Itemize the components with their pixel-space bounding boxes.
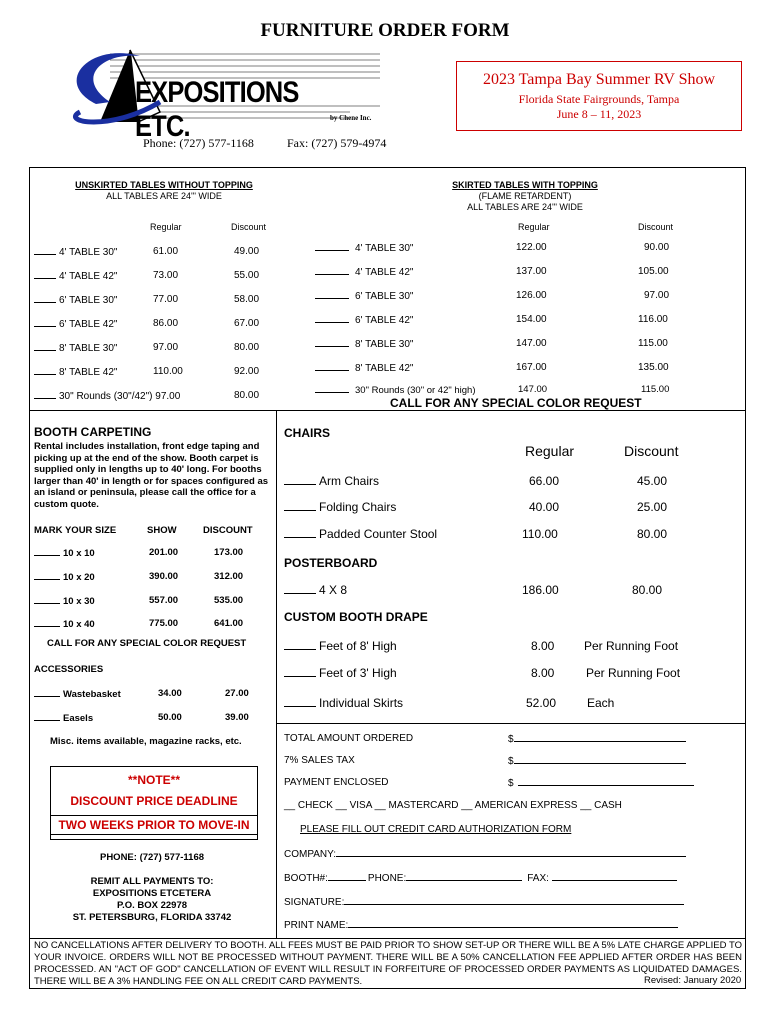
table-row[interactable] <box>315 266 413 278</box>
payment-enclosed-field[interactable] <box>508 777 694 789</box>
carpet-size: 10 x 30 <box>63 596 95 607</box>
row-regular: 122.00 <box>516 242 547 253</box>
carpet-size: 10 x 40 <box>63 619 95 630</box>
row-discount: 92.00 <box>234 366 260 377</box>
company-field[interactable] <box>284 848 686 860</box>
payment-methods[interactable]: __ CHECK __ VISA __ MASTERCARD __ AMERICAN EXPRESS __ CASH <box>284 800 622 811</box>
accessory-discount-price: 39.00 <box>225 712 249 723</box>
chairs-col-discount: Discount <box>624 443 679 459</box>
show-info-box <box>456 61 742 131</box>
logo-byline: by Chene Inc. <box>330 114 372 122</box>
show-dates: June 8 – 11, 2023 <box>556 107 642 121</box>
row-discount: 97.00 <box>644 290 670 301</box>
signature-field[interactable] <box>284 896 684 908</box>
row-regular: 61.00 <box>153 246 179 257</box>
note-title: **NOTE** <box>127 773 180 787</box>
row-discount: 90.00 <box>644 242 670 253</box>
chair-regular: 66.00 <box>529 474 560 488</box>
row-discount: 135.00 <box>638 362 669 373</box>
remit-line: EXPOSITIONS ETCETERA <box>92 888 212 899</box>
row-discount: 115.00 <box>638 338 668 349</box>
row-label: 4' TABLE 42" <box>355 267 414 278</box>
phone-label: PHONE: <box>367 873 407 884</box>
signature-label: SIGNATURE: <box>284 897 345 908</box>
chair-discount: 45.00 <box>637 474 668 488</box>
list-item[interactable] <box>34 547 95 559</box>
list-item[interactable] <box>284 527 437 541</box>
table-row[interactable] <box>34 342 117 354</box>
row-label: 6' TABLE 42" <box>59 319 118 330</box>
row-label: 8' TABLE 30" <box>355 339 414 350</box>
row-label: 30" Rounds (30"/42") 97.00 <box>59 391 181 402</box>
row-label: 30" Rounds (30" or 42" high) <box>355 385 476 396</box>
section-divider <box>29 410 746 411</box>
unskirted-col-regular: Regular <box>150 222 182 232</box>
footer-divider <box>29 938 746 939</box>
remit-line: REMIT ALL PAYMENTS TO: <box>90 876 214 887</box>
row-label: 8' TABLE 42" <box>355 363 414 374</box>
row-regular: 126.00 <box>516 290 547 301</box>
unskirted-col-discount: Discount <box>231 222 267 232</box>
contact-phone: Phone: (727) 577-1168 <box>143 136 254 150</box>
list-item[interactable] <box>34 571 95 583</box>
row-label: 4' TABLE 30" <box>355 243 414 254</box>
carpet-show-price: 390.00 <box>149 571 179 582</box>
list-item[interactable] <box>34 712 93 724</box>
list-item[interactable] <box>284 639 397 653</box>
chairs-heading: CHAIRS <box>284 426 331 440</box>
table-row[interactable] <box>315 314 413 326</box>
dollar-sign: $ <box>508 734 514 745</box>
list-item[interactable] <box>284 666 397 680</box>
accessory-show-price: 50.00 <box>158 712 182 723</box>
row-regular: 86.00 <box>153 318 179 329</box>
table-row[interactable] <box>315 384 476 396</box>
carpet-special-request: CALL FOR ANY SPECIAL COLOR REQUEST <box>47 638 247 649</box>
drape-label: Individual Skirts <box>319 696 404 710</box>
row-discount: 115.00 <box>641 384 670 395</box>
drape-label: Feet of 8' High <box>319 639 397 653</box>
show-venue: Florida State Fairgrounds, Tampa <box>518 92 680 106</box>
table-row[interactable] <box>315 362 413 374</box>
row-label: 6' TABLE 42" <box>355 315 414 326</box>
table-row[interactable] <box>315 290 413 302</box>
drape-price: 8.00 <box>531 639 555 653</box>
row-discount: 67.00 <box>234 318 260 329</box>
print-name-label: PRINT NAME: <box>284 920 349 931</box>
contact-fax: Fax: (727) 579-4974 <box>287 136 387 150</box>
chair-label: Padded Counter Stool <box>319 527 438 541</box>
dollar-sign: $ <box>508 778 514 789</box>
list-item[interactable] <box>34 618 95 630</box>
special-color-request: CALL FOR ANY SPECIAL COLOR REQUEST <box>390 396 642 410</box>
chair-regular: 40.00 <box>529 500 560 514</box>
row-regular: 147.00 <box>516 338 547 349</box>
table-row[interactable] <box>315 338 413 350</box>
fax-label: FAX: <box>527 873 549 884</box>
note-deadline: DISCOUNT PRICE DEADLINE <box>70 794 238 808</box>
cancellation-policy: NO CANCELLATIONS AFTER DELIVERY TO BOOTH. ALL FEES MUST BE PAID PRIOR TO SHOW SET-UP OR THERE WILL BE A 5% LATE CHARGE APPLIED TO YOUR INVOICE. ORDERS WILL NOT BE PROCESSED WITHOUT PAYMENT. THERE WILL BE A 50% CANCELLATION FEE APPLIED AFTER ORDER HAS BEEN PROCESSED. AN "ACT OF GOD" CANCELLATION OF EVENT WILL RESULT IN FORFEITURE OF PROCESSED ORDER PAYMENTS AS LIQUIDATED DAMAGES. THERE WILL BE A 3% HANDLING FEE ON ALL CREDIT CARD PAYMENTS. <box>34 940 742 987</box>
remit-block <box>34 876 270 924</box>
sales-tax-field[interactable] <box>508 755 686 767</box>
skirted-col-discount: Discount <box>638 222 674 232</box>
row-discount: 116.00 <box>638 314 668 325</box>
drape-heading: CUSTOM BOOTH DRAPE <box>284 610 428 624</box>
carpet-show-price: 201.00 <box>149 547 179 558</box>
list-item[interactable] <box>284 583 347 597</box>
drape-unit: Per Running Foot <box>584 639 679 653</box>
row-discount: 105.00 <box>638 266 669 277</box>
list-item[interactable] <box>284 696 403 710</box>
drape-price: 8.00 <box>531 666 555 680</box>
carpet-size: 10 x 10 <box>63 548 95 559</box>
table-row[interactable] <box>34 270 117 282</box>
drape-price: 52.00 <box>526 696 557 710</box>
row-label: 6' TABLE 30" <box>355 291 414 302</box>
payment-enclosed-label: PAYMENT ENCLOSED <box>284 777 389 788</box>
show-name: 2023 Tampa Bay Summer RV Show <box>482 71 716 88</box>
row-label: 6' TABLE 30" <box>59 295 118 306</box>
row-discount: 49.00 <box>234 246 260 257</box>
accessory-discount-price: 27.00 <box>225 688 249 699</box>
posterboard-label: 4 X 8 <box>319 583 348 597</box>
remit-phone: PHONE: (727) 577-1168 <box>99 852 205 863</box>
misc-items: Misc. items available, magazine racks, etc. <box>50 736 242 747</box>
row-discount: 58.00 <box>234 294 260 305</box>
table-row[interactable] <box>34 294 117 306</box>
drape-unit: Each <box>587 696 615 710</box>
posterboard-discount: 80.00 <box>632 583 663 597</box>
accessory-label: Wastebasket <box>63 689 121 700</box>
booth-phone-fax-row[interactable] <box>284 872 677 884</box>
row-discount: 80.00 <box>234 390 260 401</box>
drape-unit: Per Running Foot <box>586 666 681 680</box>
row-discount: 55.00 <box>234 270 260 281</box>
print-name-field[interactable] <box>284 919 678 931</box>
row-label: 8' TABLE 42" <box>59 367 118 378</box>
row-label: 4' TABLE 42" <box>59 271 118 282</box>
chair-label: Arm Chairs <box>319 474 380 488</box>
dollar-sign: $ <box>508 756 514 767</box>
form-title: FURNITURE ORDER FORM <box>260 20 510 41</box>
total-amount-field[interactable] <box>508 733 686 745</box>
unskirted-sub: ALL TABLES ARE 24'" WIDE <box>106 191 222 201</box>
carpet-col-show: SHOW <box>147 525 177 536</box>
carpet-show-price: 557.00 <box>149 595 179 606</box>
list-item[interactable] <box>284 500 396 514</box>
totals-divider <box>277 723 746 724</box>
skirted-col-regular: Regular <box>518 222 550 232</box>
logo-text: EXPOSITIONS ETC. <box>135 76 299 143</box>
table-row[interactable] <box>34 366 117 378</box>
chairs-col-regular: Regular <box>525 443 575 459</box>
row-regular: 167.00 <box>516 362 547 373</box>
skirted-sub1: (FLAME RETARDENT) <box>478 191 572 201</box>
total-amount-label: TOTAL AMOUNT ORDERED <box>284 733 414 744</box>
accessory-label: Easels <box>63 713 94 724</box>
table-row[interactable] <box>315 242 413 254</box>
row-label: 4' TABLE 30" <box>59 247 118 258</box>
chair-discount: 80.00 <box>637 527 668 541</box>
chair-regular: 110.00 <box>522 527 558 541</box>
row-regular: 110.00 <box>153 366 183 377</box>
accessories-heading: ACCESSORIES <box>34 664 104 675</box>
company-label: COMPANY: <box>284 849 337 860</box>
row-regular: 73.00 <box>153 270 179 281</box>
row-label: 8' TABLE 30" <box>59 343 118 354</box>
row-regular: 154.00 <box>516 314 547 325</box>
list-item[interactable] <box>284 474 379 488</box>
booth-label: BOOTH#: <box>284 873 328 884</box>
table-row[interactable] <box>34 318 117 330</box>
accessory-show-price: 34.00 <box>158 688 182 699</box>
skirted-sub2: ALL TABLES ARE 24'" WIDE <box>467 202 583 212</box>
column-divider <box>276 410 277 938</box>
unskirted-heading: UNSKIRTED TABLES WITHOUT TOPPING <box>75 180 253 190</box>
carpet-col-size: MARK YOUR SIZE <box>34 525 117 536</box>
carpet-discount-price: 641.00 <box>214 618 244 629</box>
table-row[interactable] <box>34 246 117 258</box>
list-item[interactable] <box>34 688 121 700</box>
table-row[interactable] <box>34 390 180 402</box>
revised-date: Revised: January 2020 <box>640 975 741 987</box>
carpet-size: 10 x 20 <box>63 572 95 583</box>
chair-label: Folding Chairs <box>319 500 397 514</box>
sales-tax-label: 7% SALES TAX <box>284 755 355 766</box>
chair-discount: 25.00 <box>637 500 668 514</box>
posterboard-heading: POSTERBOARD <box>284 556 378 570</box>
remit-line: P.O. BOX 22978 <box>116 900 188 911</box>
carpet-col-discount: DISCOUNT <box>203 525 253 536</box>
carpet-description: Rental includes installation, front edge taping and picking up at the end of the show. Booth carpet is supplied only in lengths up to 40' long. For booths larger than 40' in length or for spaces configured as an island or peninsula, please call the office for a custom quote. <box>34 441 269 510</box>
row-regular: 137.00 <box>516 266 547 277</box>
row-regular: 147.00 <box>518 384 548 395</box>
row-discount: 80.00 <box>234 342 260 353</box>
drape-label: Feet of 3' High <box>319 666 397 680</box>
list-item[interactable] <box>34 595 95 607</box>
row-regular: 97.00 <box>153 342 179 353</box>
cc-authorization-note: PLEASE FILL OUT CREDIT CARD AUTHORIZATION FORM <box>300 824 572 835</box>
carpet-discount-price: 173.00 <box>214 547 244 558</box>
row-regular: 77.00 <box>153 294 179 305</box>
skirted-heading: SKIRTED TABLES WITH TOPPING <box>452 180 598 190</box>
carpet-heading: BOOTH CARPETING <box>34 425 152 439</box>
posterboard-regular: 186.00 <box>522 583 559 597</box>
note-prior: TWO WEEKS PRIOR TO MOVE-IN <box>50 815 258 835</box>
remit-line: ST. PETERSBURG, FLORIDA 33742 <box>72 912 232 923</box>
carpet-discount-price: 535.00 <box>214 595 244 606</box>
carpet-discount-price: 312.00 <box>214 571 244 582</box>
carpet-show-price: 775.00 <box>149 618 179 629</box>
